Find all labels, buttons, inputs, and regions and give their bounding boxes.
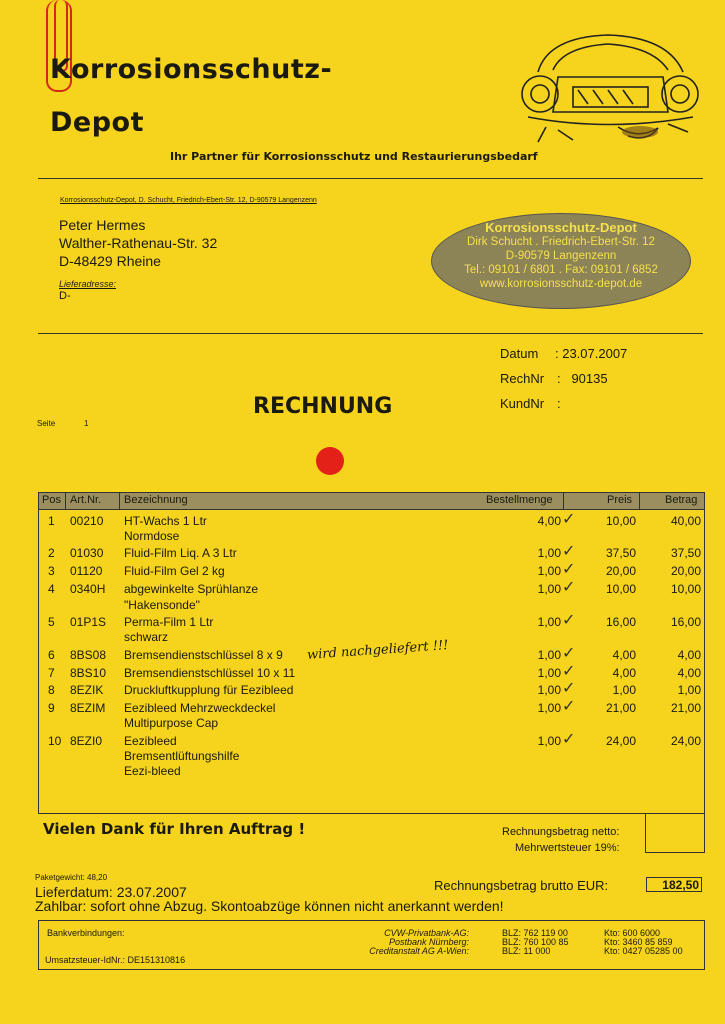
net-label: Rechnungsbetrag netto: xyxy=(502,826,620,838)
bank-kto: Kto: 3460 85 859 xyxy=(604,937,673,947)
bank-blz: BLZ: 11 000 xyxy=(502,946,551,956)
sum-box xyxy=(645,814,705,853)
divider xyxy=(38,333,703,334)
stamp-line1: Dirk Schucht . Friedrich-Ebert-Str. 12 xyxy=(467,236,655,248)
divider xyxy=(38,178,703,179)
thanks-message: Vielen Dank für Ihren Auftrag ! xyxy=(43,820,306,838)
handwritten-note: wird nachgeliefert !!! xyxy=(306,638,449,663)
bank-name: Postbank Nürnberg: xyxy=(388,937,469,947)
bank-name: CVW-Privatbank-AG: xyxy=(384,928,469,938)
tagline: Ihr Partner für Korrosionsschutz und Restaurierungsbedarf xyxy=(170,150,538,163)
kundnr-label: KundNr xyxy=(500,396,545,411)
datum-label: Datum xyxy=(500,346,539,361)
col-price: Preis xyxy=(607,494,633,506)
company-name-line1: Korrosionsschutz- xyxy=(50,54,333,85)
checkmark-icon: ✓ xyxy=(562,541,576,560)
col-desc: Bezeichnung xyxy=(124,494,188,506)
checkmark-icon: ✓ xyxy=(562,696,576,715)
sender-line: Korrosionsschutz-Depot, D. Schucht, Friedrich-Ebert-Str. 12, D-90579 Langenzenn xyxy=(60,197,317,204)
rechnr-label: RechNr xyxy=(500,371,545,386)
recipient-name: Peter Hermes xyxy=(59,217,146,233)
company-stamp xyxy=(431,213,691,309)
rechnr-value: : 90135 xyxy=(557,371,608,386)
payment-terms: Zahlbar: sofort ohne Abzug. Skontoabzüge können nicht anerkannt werden! xyxy=(35,898,504,914)
gross-value: 182,50 xyxy=(646,877,702,892)
recipient-city: D-48429 Rheine xyxy=(59,253,161,269)
bank-blz: BLZ: 762 119 00 xyxy=(502,928,568,938)
bank-label: Bankverbindungen: xyxy=(47,928,125,938)
vat-label: Mehrwertsteuer 19%: xyxy=(515,842,620,854)
checkmark-icon: ✓ xyxy=(562,678,576,697)
stamp-line2: D-90579 Langenzenn xyxy=(505,250,617,262)
stamp-name: Korrosionsschutz-Depot xyxy=(485,220,637,235)
checkmark-icon: ✓ xyxy=(562,729,576,748)
checkmark-icon: ✓ xyxy=(562,643,576,662)
bank-kto: Kto: 0427 05285 00 xyxy=(604,946,683,956)
checkmark-icon: ✓ xyxy=(562,577,576,596)
bank-name: Creditanstalt AG A-Wien: xyxy=(369,946,469,956)
stamp-line3: Tel.: 09101 / 6801 . Fax: 09101 / 6852 xyxy=(464,264,658,276)
checkmark-icon: ✓ xyxy=(562,610,576,629)
checkmark-icon: ✓ xyxy=(562,509,576,528)
page-label: Seite xyxy=(37,419,56,428)
recipient-street: Walther-Rathenau-Str. 32 xyxy=(59,235,218,251)
checkmark-icon: ✓ xyxy=(562,559,576,578)
car-cartoon-icon xyxy=(518,32,703,144)
col-total: Betrag xyxy=(665,494,698,506)
bank-blz: BLZ: 760 100 85 xyxy=(502,937,569,947)
document-title: RECHNUNG xyxy=(253,394,393,419)
checkmark-icon: ✓ xyxy=(562,661,576,680)
page-number: 1 xyxy=(84,419,89,428)
col-qty: Bestellmenge xyxy=(486,494,553,506)
recipient-address xyxy=(59,216,217,270)
delivery-address-value: D- xyxy=(59,290,71,302)
kundnr-value: : xyxy=(557,396,561,411)
table-header xyxy=(39,493,704,510)
package-weight: Paketgewicht: 48,20 xyxy=(35,873,108,882)
col-pos: Pos xyxy=(42,494,61,506)
delivery-address-label: Lieferadresse: xyxy=(59,279,117,289)
datum-value: : 23.07.2007 xyxy=(555,346,628,361)
stamp-line4: www.korrosionsschutz-depot.de xyxy=(479,278,643,290)
company-name-line2: Depot xyxy=(50,107,145,138)
bank-kto: Kto: 600 6000 xyxy=(604,928,661,938)
invoice-table: Pos Art.Nr. Bezeichnung Bestellmenge Preis Betrag 1 00210 HT-Wachs 1 Ltr Normdose 4,00 10,00 40,00 2 01030 Fluid-Film Liq. A 3 Ltr 1,00 37,50 37,50 3 01120 Fluid-Film Gel 2 kg 1,00 20,00 20,00 4 0340H abgewinkelte Sprühlanze "Hakensonde" 1,00 10,00 10,00 5 01P1S Perma-Film 1 Ltr schwarz 1,00 16,00 16,00 6 8BS08 Bremsendienstschlüssel 8 x 9 1,00 4,00 4,00 7 8BS10 Bremsendienstschlüssel 10 x 11 1,00 4,00 4,00 8 8EZIK Druckluftkupplung für Eezibleed 1,00 1,00 1,00 9 8EZIM Eezibleed Mehrzweckdeckel Multipurpose Cap 1,00 21,00 21,00 10 8EZI0 Eezibleed Bremsentlüftungshilfe Eezi-bleed 1,00 24,00 24,00 ✓ ✓ ✓ ✓ ✓ ✓ ✓ ✓ ✓ ✓ wird nachgeliefert !!! xyxy=(38,492,705,814)
red-dot-sticker xyxy=(316,447,344,475)
delivery-date: Lieferdatum: 23.07.2007 xyxy=(35,884,187,900)
vat-id: Umsatzsteuer-IdNr.: DE151310816 xyxy=(45,955,186,965)
gross-label: Rechnungsbetrag brutto EUR: xyxy=(434,878,609,893)
bank-details-box xyxy=(38,920,705,970)
col-art: Art.Nr. xyxy=(70,494,102,506)
